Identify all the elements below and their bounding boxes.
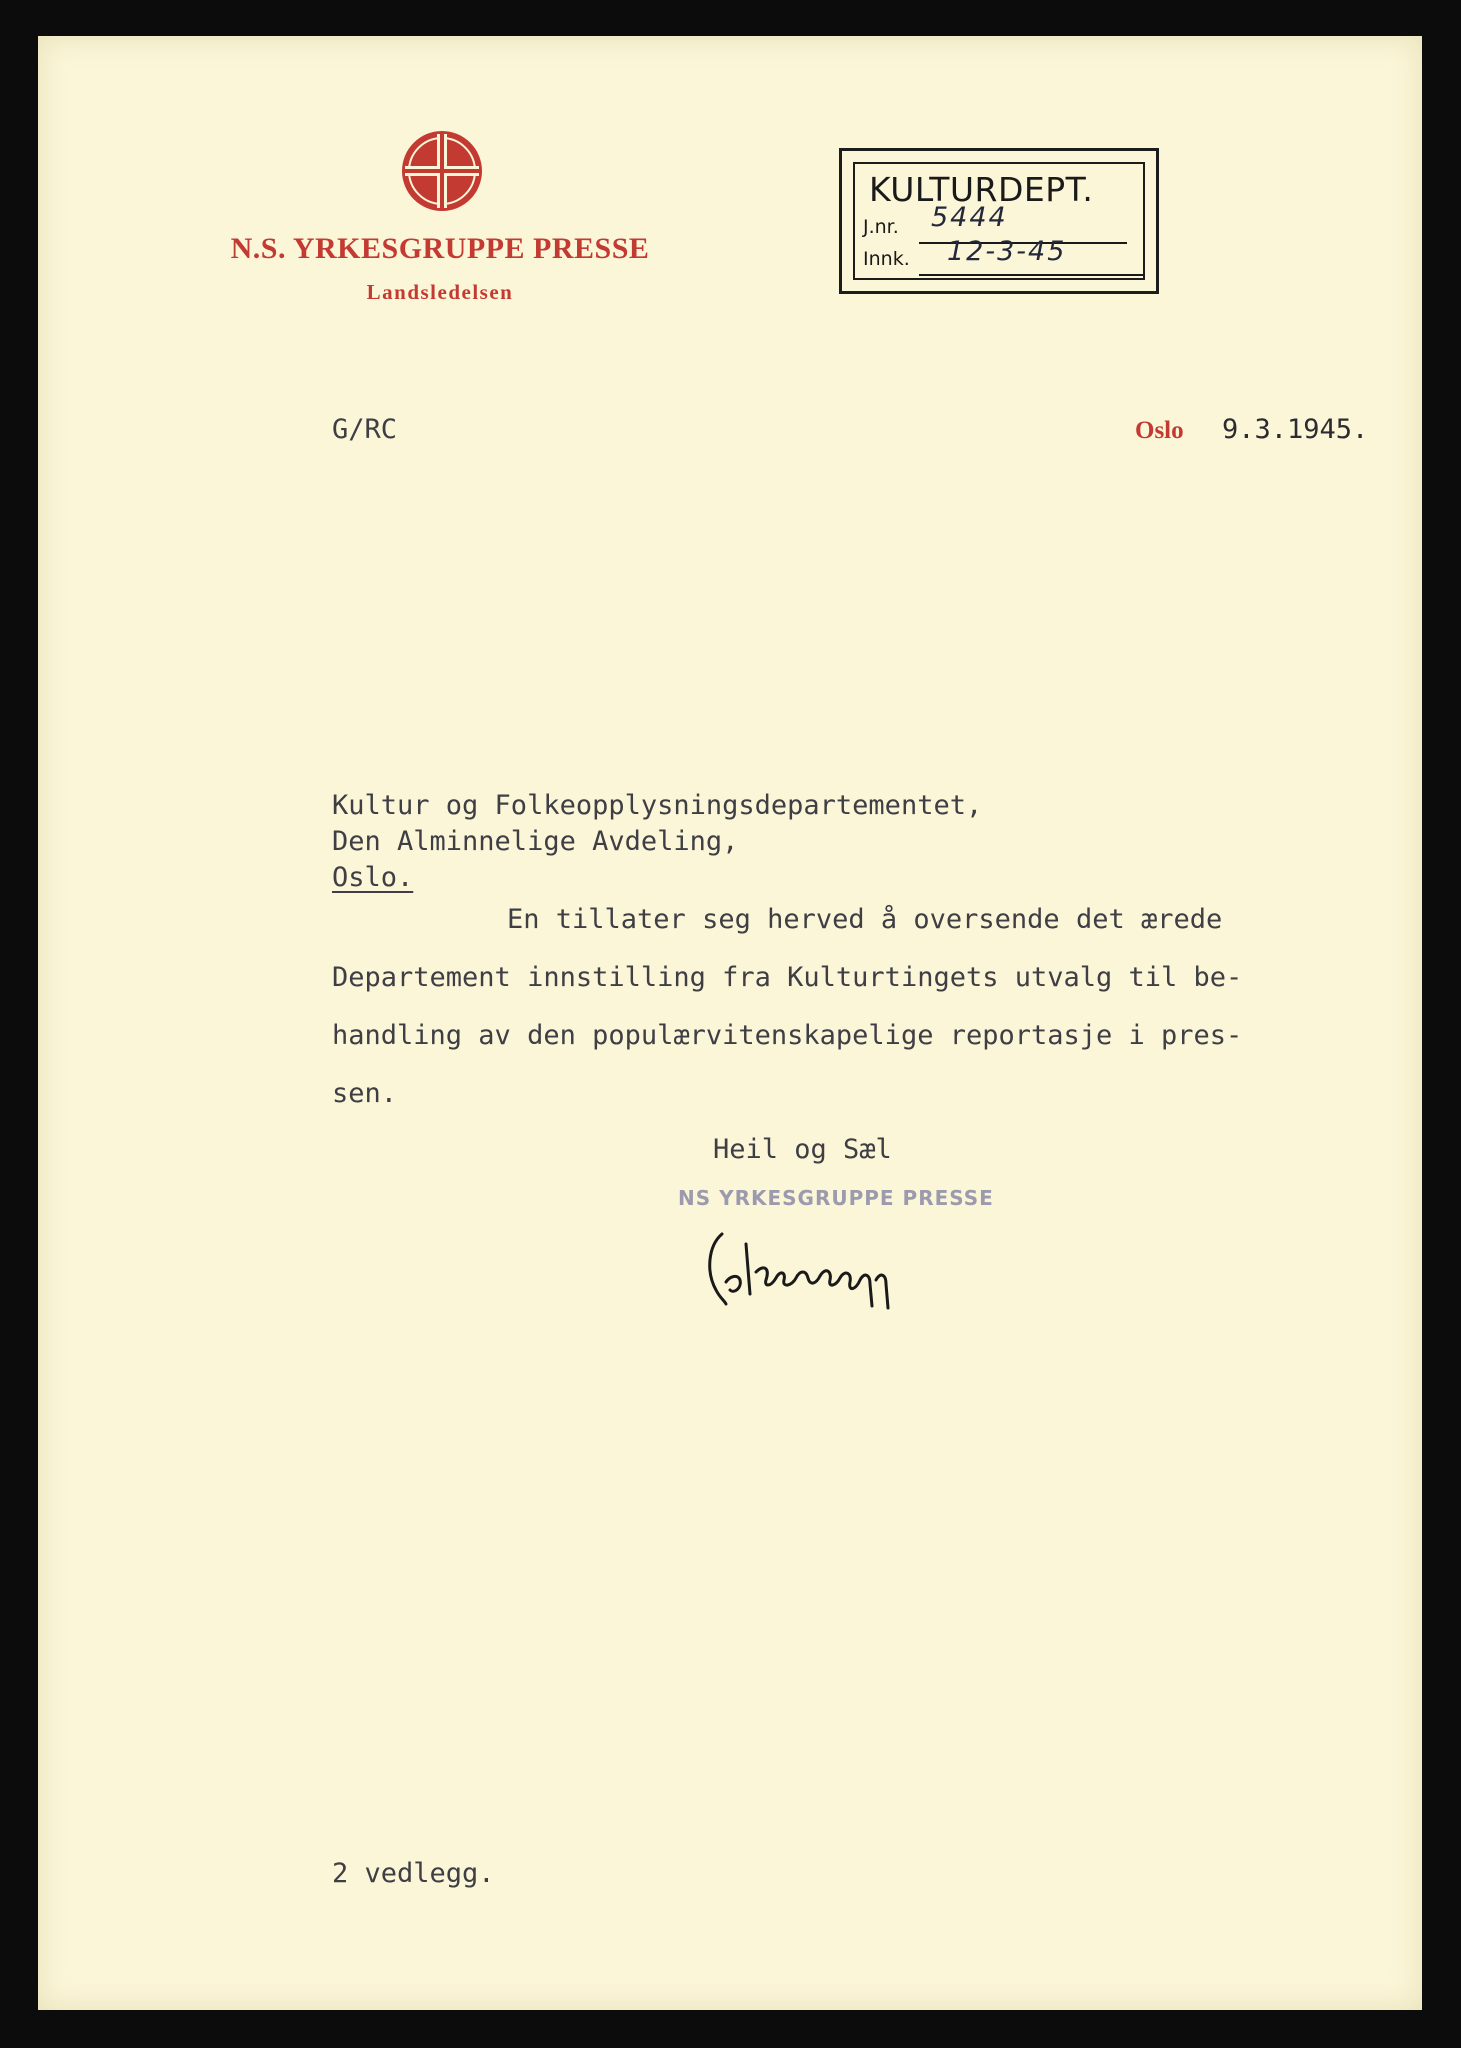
letterhead-organization: N.S. YRKESGRUPPE PRESSE — [230, 232, 650, 265]
sender-rubber-stamp: NS YRKESGRUPPE PRESSE — [678, 1186, 994, 1210]
received-date-value: 12-3-45 — [947, 236, 1067, 267]
journal-number-label: J.nr. — [863, 216, 899, 238]
closing-greeting: Heil og Sæl — [713, 1134, 892, 1165]
letterhead-subtitle: Landsledelsen — [366, 280, 514, 304]
received-date-line — [919, 274, 1143, 276]
body-line-3: handling av den populærvitenskapelige reportasje i pres- — [332, 1020, 1243, 1051]
registry-stamp — [839, 148, 1159, 294]
letter-date: 9.3.1945. — [1222, 414, 1369, 445]
registry-stamp-title: KULTURDEPT. — [869, 170, 1094, 209]
handwritten-signature — [700, 1220, 930, 1310]
sun-cross-emblem-icon — [399, 128, 485, 214]
enclosures-note: 2 vedlegg. — [332, 1858, 495, 1889]
recipient-line-1: Kultur og Folkeopplysningsdepartementet, — [332, 790, 983, 821]
body-line-2: Departement innstilling fra Kulturtingets utvalg til be- — [332, 962, 1243, 993]
registry-stamp-inner-border — [853, 162, 1145, 280]
recipient-line-2: Den Alminnelige Avdeling, — [332, 826, 739, 857]
received-date-label: Innk. — [863, 248, 910, 270]
place: Oslo — [1135, 417, 1184, 444]
recipient-line-3: Oslo. — [332, 862, 414, 893]
body-line-4: sen. — [332, 1078, 398, 1109]
body-line-1: En tillater seg herved å oversende det ærede — [507, 904, 1223, 935]
journal-number-value: 5444 — [931, 202, 1008, 233]
reference-code: G/RC — [332, 414, 398, 445]
